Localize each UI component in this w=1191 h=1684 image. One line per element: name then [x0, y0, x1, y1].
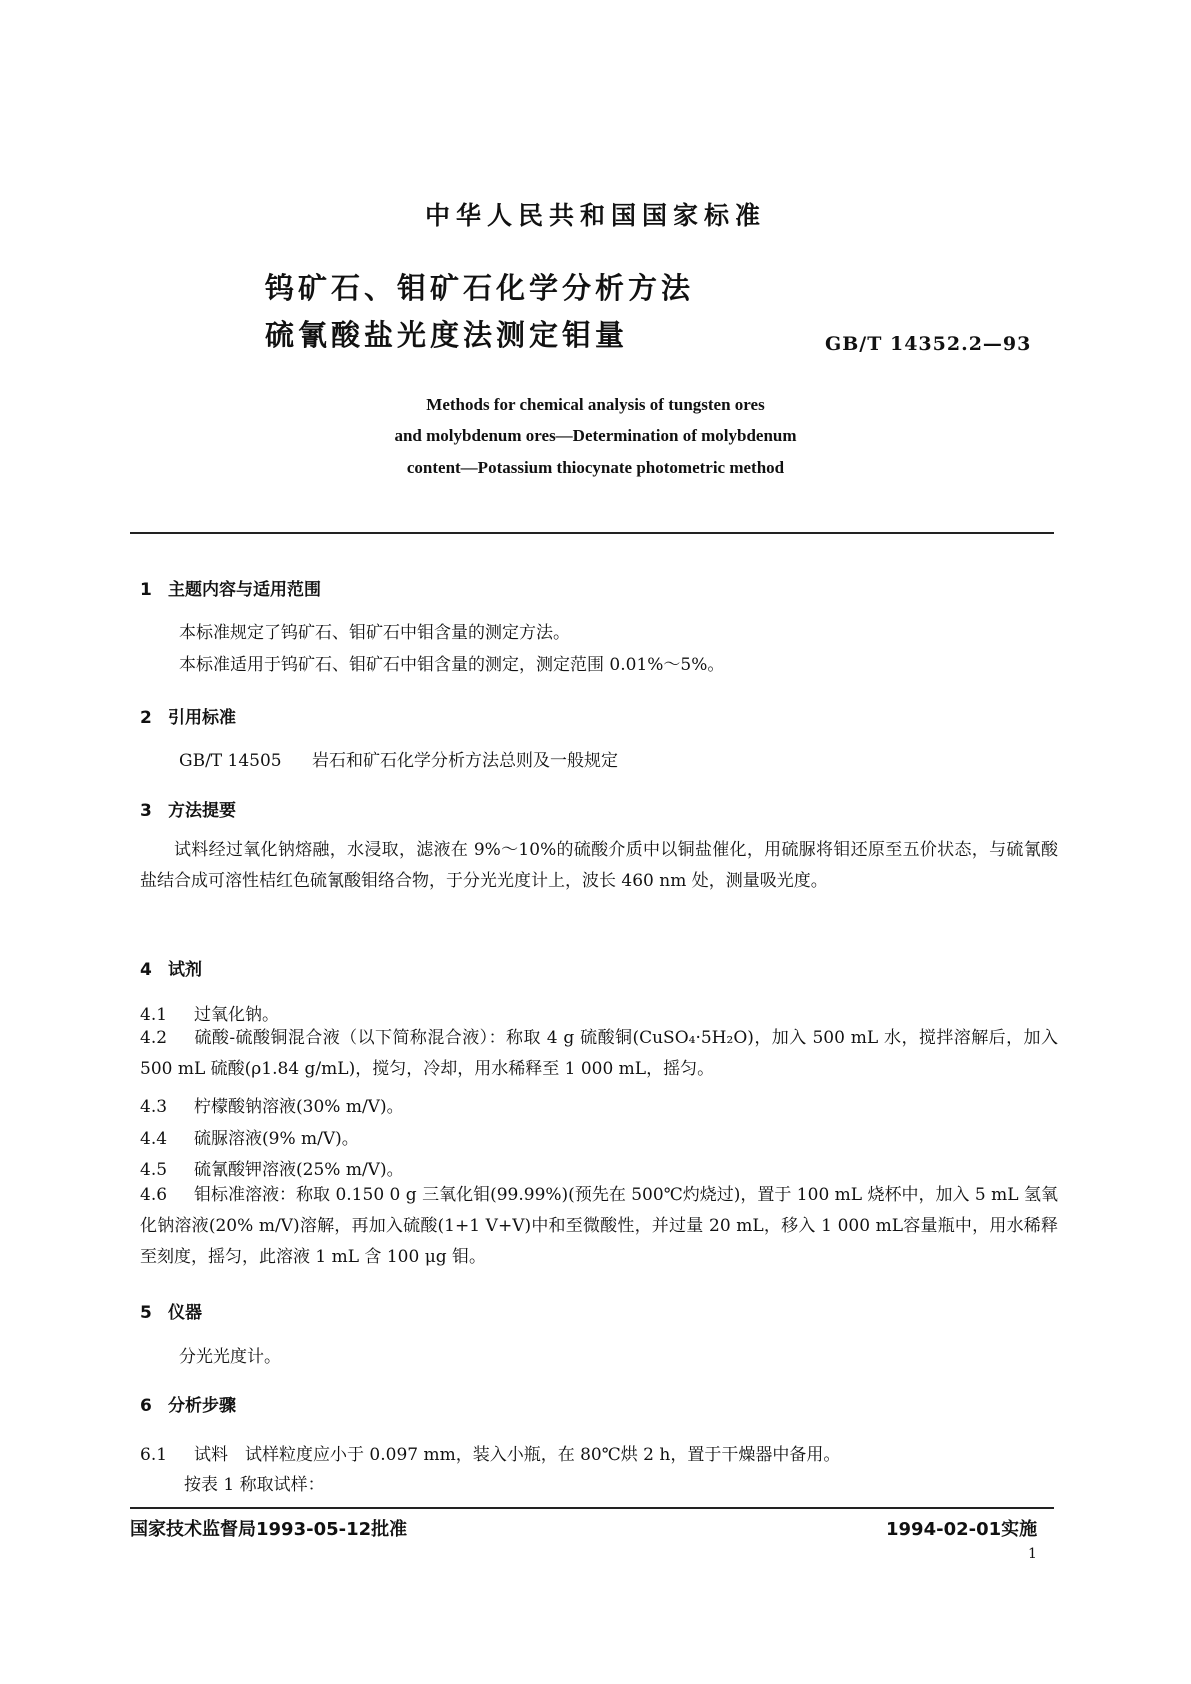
section-title: 分析步骤 [168, 1396, 236, 1416]
section-number: 1 [140, 580, 152, 600]
section-number: 3 [140, 801, 152, 821]
reagent-text: 过氧化钠。 [194, 1005, 279, 1025]
title-en-line2: and molybdenum ores—Determination of molybdenum [394, 426, 797, 445]
section-6-heading [140, 1391, 236, 1416]
reagent-item [140, 1023, 1058, 1085]
reagent-item [140, 1180, 1058, 1273]
procedure-item [140, 1440, 840, 1465]
reference-code: GB/T 14505 [179, 751, 282, 771]
page-number: 1 [1028, 1546, 1037, 1562]
reagent-text: 硫氰酸钾溶液(25% m/V)。 [194, 1160, 404, 1180]
section-5-paragraph: 分光光度计。 [179, 1347, 281, 1367]
section-3-paragraph: 试料经过氧化钠熔融，水浸取，滤液在 9%～10%的硫酸介质中以铜盐催化，用硫脲将钼还原至五价状态，与硫氰酸盐结合成可溶性桔红色硫氰酸钼络合物，于分光光度计上，波长 460 nm 处，测量吸光度。 [140, 840, 1058, 891]
section-title: 试剂 [168, 960, 202, 980]
reagent-text: 硫酸-硫酸铜混合液（以下简称混合液）：称取 4 g 硫酸铜(CuSO₄·5H₂O)，加入 500 mL 水，搅拌溶解后，加入 500 mL 硫酸(ρ1.84 g/mL)，搅匀，冷却，用水稀释至 1 000 mL，摇匀。 [140, 1028, 1058, 1079]
section-title: 主题内容与适用范围 [168, 580, 321, 600]
implementation-date: 1994-02-01实施 [886, 1519, 1038, 1540]
reagent-number: 4.4 [140, 1129, 168, 1149]
approval-line: 国家技术监督局1993-05-12批准 [130, 1519, 408, 1540]
standard-code: GB/T 14352.2—93 [825, 333, 1032, 355]
reagent-item [140, 1124, 359, 1149]
footer-divider [130, 1507, 1054, 1509]
title-en-line1: Methods for chemical analysis of tungsten ores [426, 395, 765, 414]
reagent-text: 柠檬酸钠溶液(30% m/V)。 [194, 1097, 404, 1117]
section-number: 4 [140, 960, 152, 980]
section-number: 2 [140, 708, 152, 728]
reagent-text: 硫脲溶液(9% m/V)。 [194, 1129, 359, 1149]
section-4-heading [140, 955, 202, 980]
reagent-item [140, 1155, 404, 1180]
title-zh-line2: 硫氰酸盐光度法测定钼量 [265, 318, 629, 352]
reagent-number: 4.3 [140, 1097, 168, 1117]
procedure-note: 按表 1 称取试样： [184, 1475, 325, 1495]
section-1-paragraph-2: 本标准适用于钨矿石、钼矿石中钼含量的测定，测定范围 0.01%～5%。 [179, 655, 725, 675]
reference-standard-row [179, 746, 618, 771]
section-title: 仪器 [168, 1303, 202, 1323]
title-en-line3: content—Potassium thiocynate photometric method [406, 458, 785, 477]
title-zh-line1: 钨矿石、钼矿石化学分析方法 [265, 271, 695, 305]
reagent-item [140, 1000, 279, 1025]
section-1-heading [140, 575, 321, 600]
section-3-heading [140, 796, 236, 821]
section-number: 5 [140, 1303, 152, 1323]
section-5-heading [140, 1298, 202, 1323]
reagent-number: 4.1 [140, 1005, 168, 1025]
procedure-number: 6.1 [140, 1445, 168, 1465]
reagent-item [140, 1092, 404, 1117]
section-1-paragraph-1: 本标准规定了钨矿石、钼矿石中钼含量的测定方法。 [179, 623, 570, 643]
reagent-number: 4.5 [140, 1160, 168, 1180]
reference-title: 岩石和矿石化学分析方法总则及一般规定 [312, 751, 618, 771]
reagent-text: 钼标准溶液：称取 0.150 0 g 三氧化钼(99.99%)(预先在 500℃灼烧过)，置于 100 mL 烧杯中，加入 5 mL 氢氧化钠溶液(20% m/V)溶解，再加入硫酸(1+1 V+V)中和至微酸性，并过量 20 mL，移入 1 000 mL容量瓶中，用水稀释至刻度，摇匀，此溶液 1 mL 含 100 μg 钼。 [140, 1185, 1058, 1267]
section-2-heading [140, 703, 236, 728]
procedure-text: 试料 试样粒度应小于 0.097 mm，装入小瓶，在 80℃烘 2 h，置于干燥器中备用。 [194, 1445, 841, 1465]
section-title: 方法提要 [168, 801, 236, 821]
national-standard-heading: 中华人民共和国国家标准 [424, 201, 766, 230]
section-number: 6 [140, 1396, 152, 1416]
header-divider [130, 532, 1054, 534]
section-title: 引用标准 [168, 708, 236, 728]
reagent-number: 4.6 [140, 1185, 168, 1205]
reagent-number: 4.2 [140, 1028, 168, 1048]
